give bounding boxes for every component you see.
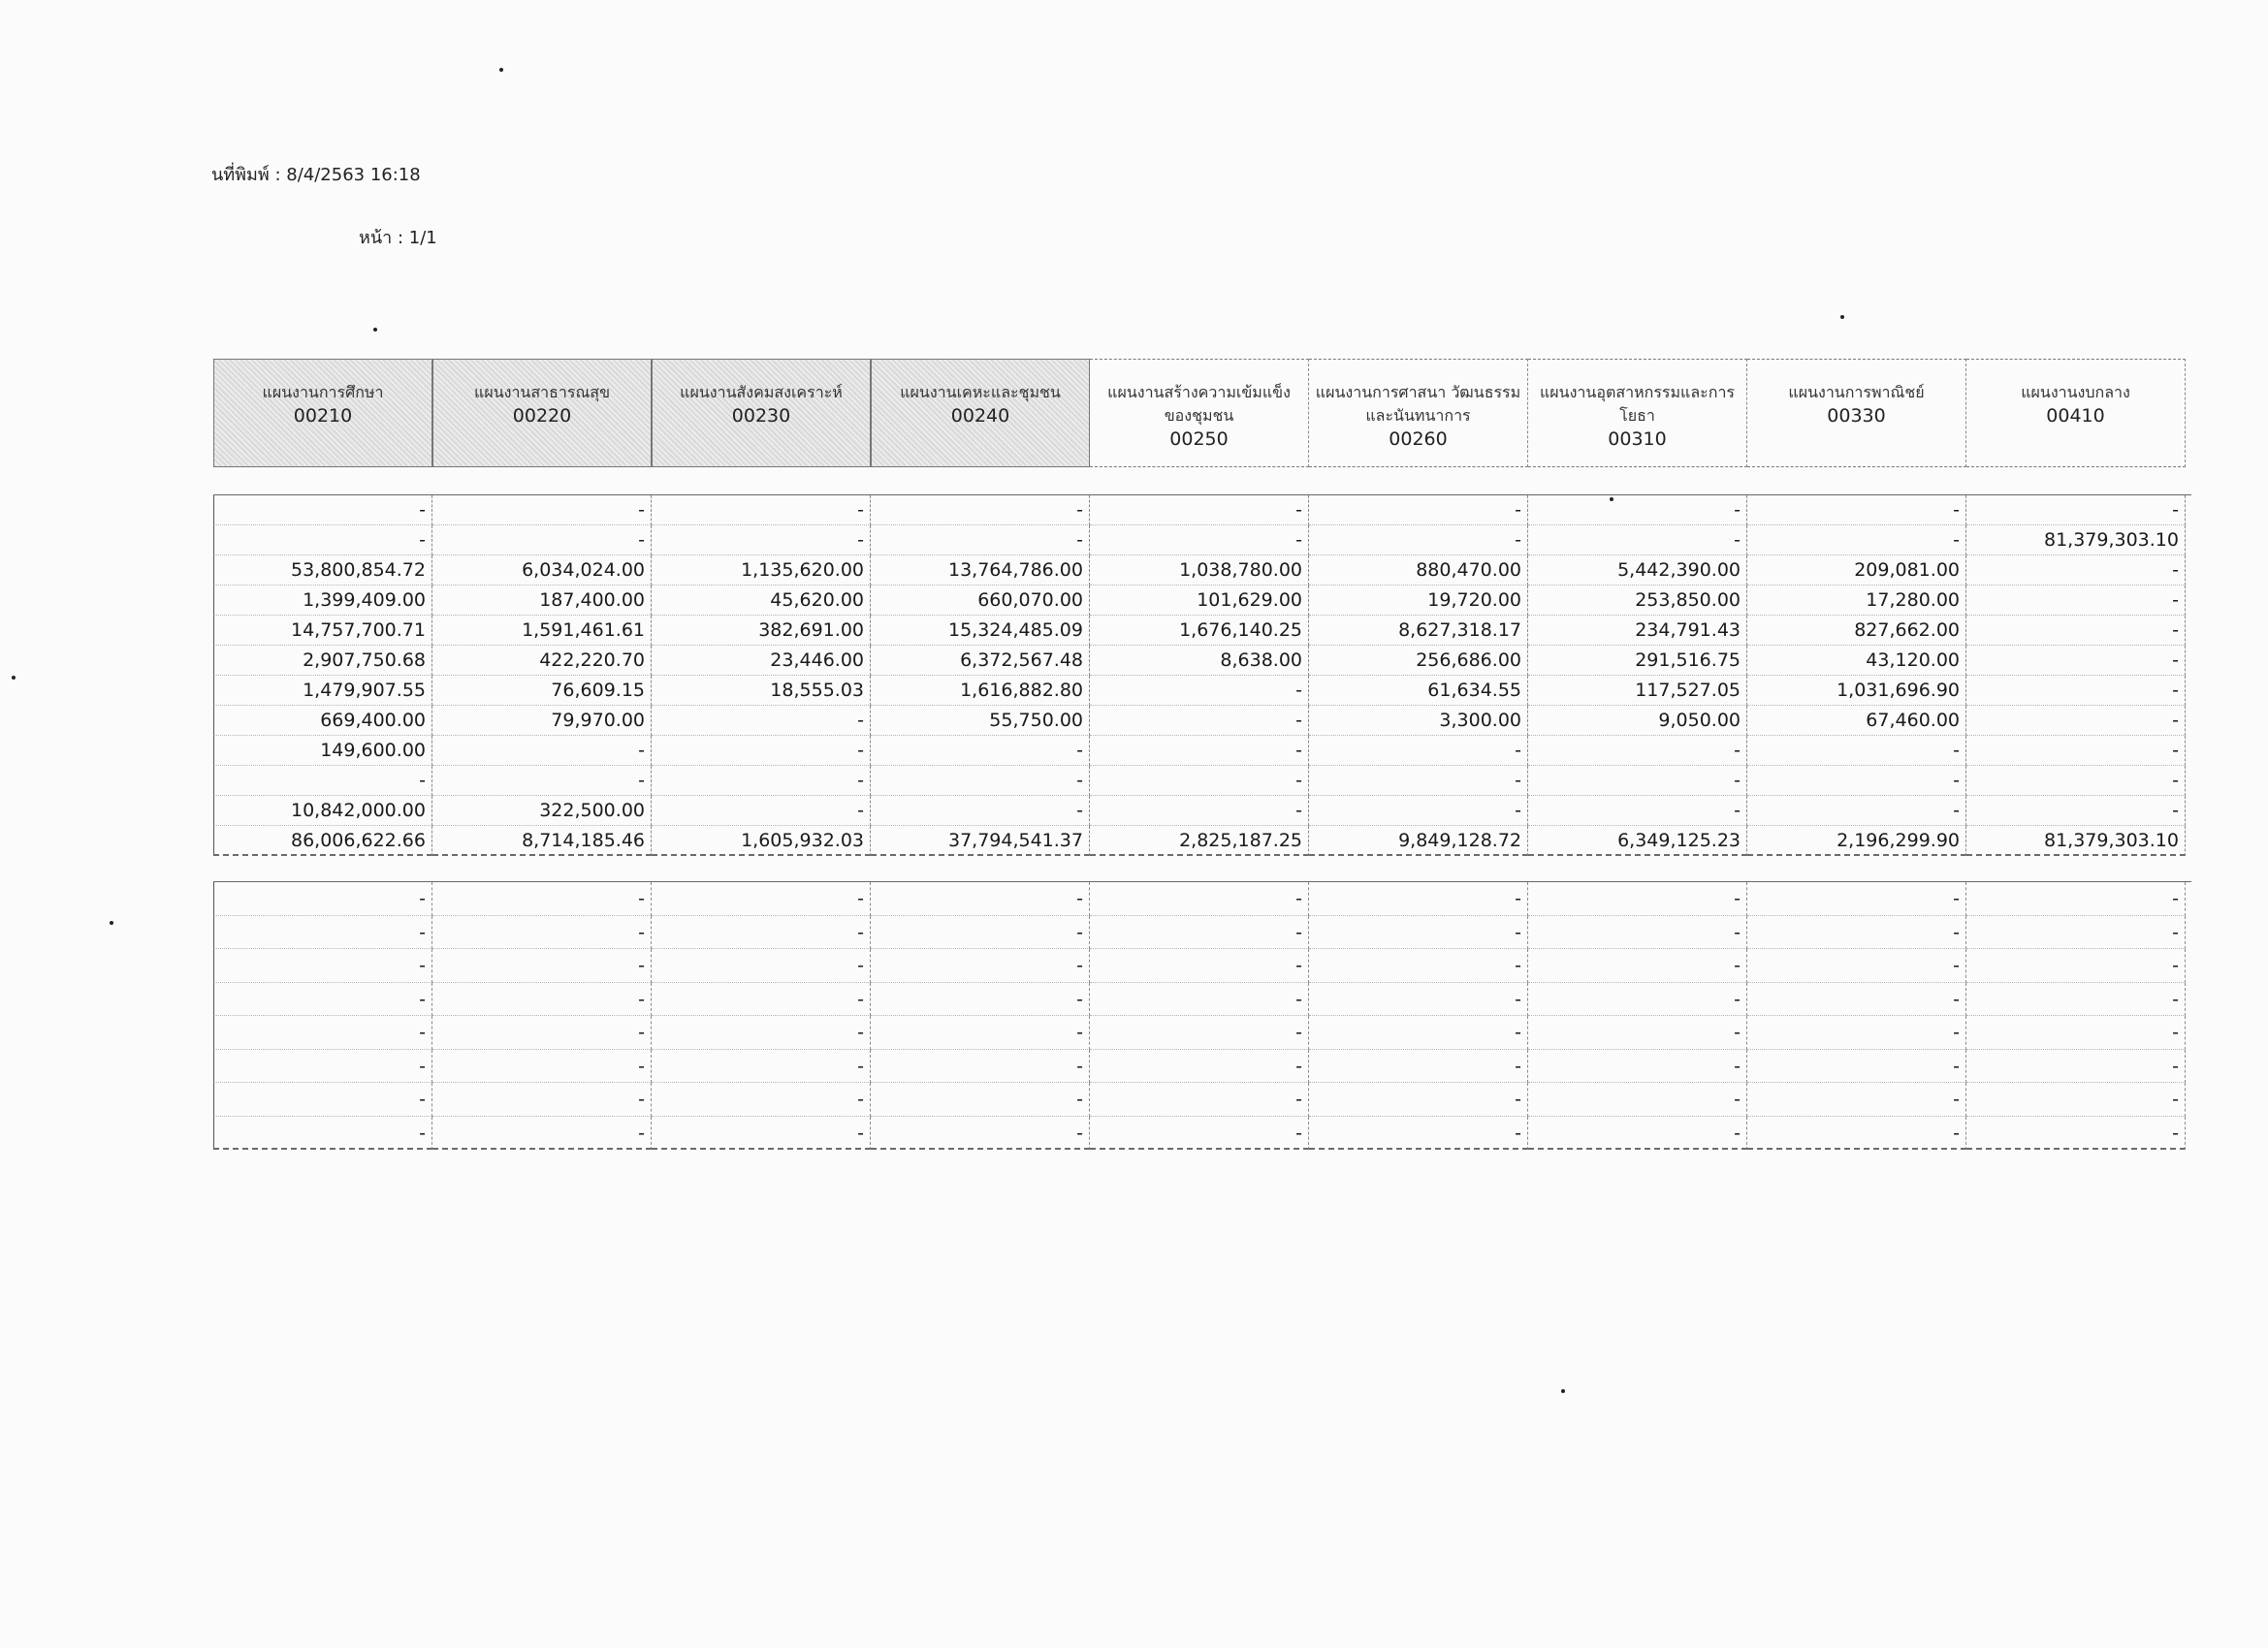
column-name: แผนงานอุตสาหกรรมและการโยธา — [1539, 383, 1736, 425]
table-cell: - — [652, 1117, 871, 1151]
table-cell: 1,031,696.90 — [1747, 676, 1966, 706]
table-cell: 55,750.00 — [871, 706, 1090, 736]
table-cell: - — [432, 949, 652, 983]
table-cell: 1,479,907.55 — [213, 676, 432, 706]
table-cell: 45,620.00 — [652, 586, 871, 616]
table-cell: - — [1966, 1050, 2186, 1084]
table-cell: 76,609.15 — [432, 676, 652, 706]
column-code: 00210 — [293, 405, 353, 427]
table-cell: - — [1309, 525, 1528, 555]
total-cell: 37,794,541.37 — [871, 826, 1090, 856]
column-name: แผนงานการพาณิชย์ — [1788, 383, 1925, 401]
table-row — [213, 949, 2191, 983]
table-cell: 1,676,140.25 — [1090, 616, 1309, 646]
column-name: แผนงานการศาสนา วัฒนธรรมและนันทนาการ — [1315, 383, 1521, 425]
column-code: 00250 — [1169, 428, 1229, 450]
column-name: แผนงานสาธารณสุข — [474, 383, 610, 401]
table-cell: - — [1966, 706, 2186, 736]
table-cell: - — [1309, 1083, 1528, 1117]
table-cell: 10,842,000.00 — [213, 796, 432, 826]
table-cell: 1,591,461.61 — [432, 616, 652, 646]
table-cell: 43,120.00 — [1747, 646, 1966, 676]
total-cell: 2,196,299.90 — [1747, 826, 1966, 856]
table-cell: - — [213, 525, 432, 555]
scan-speck — [499, 68, 503, 72]
expense-block — [213, 494, 2191, 856]
budget-table — [213, 359, 2191, 1150]
table-cell: - — [1309, 882, 1528, 916]
table-cell: - — [432, 736, 652, 766]
table-cell: - — [1966, 766, 2186, 796]
table-cell: - — [871, 1117, 1090, 1151]
table-cell: - — [432, 1016, 652, 1050]
table-cell: 101,629.00 — [1090, 586, 1309, 616]
column-header — [213, 359, 432, 467]
table-cell: - — [1747, 1016, 1966, 1050]
column-code: 00260 — [1389, 428, 1448, 450]
table-row — [213, 555, 2191, 586]
table-cell: - — [213, 983, 432, 1017]
table-cell: 382,691.00 — [652, 616, 871, 646]
table-cell: 81,379,303.10 — [1966, 525, 2186, 555]
table-cell: 8,627,318.17 — [1309, 616, 1528, 646]
column-code: 00240 — [950, 405, 1010, 427]
table-cell: - — [1966, 882, 2186, 916]
table-cell: - — [432, 766, 652, 796]
column-name: แผนงานสังคมสงเคราะห์ — [680, 383, 843, 401]
table-cell: - — [652, 796, 871, 826]
table-cell: 149,600.00 — [213, 736, 432, 766]
table-cell: - — [1528, 916, 1747, 950]
table-cell: - — [1966, 949, 2186, 983]
table-cell: 17,280.00 — [1747, 586, 1966, 616]
table-cell: - — [652, 706, 871, 736]
table-cell: 253,850.00 — [1528, 586, 1747, 616]
total-cell: 1,605,932.03 — [652, 826, 871, 856]
total-cell: 86,006,622.66 — [213, 826, 432, 856]
table-cell: 117,527.05 — [1528, 676, 1747, 706]
table-cell: - — [871, 916, 1090, 950]
table-cell: - — [1966, 1117, 2186, 1151]
total-cell: 8,714,185.46 — [432, 826, 652, 856]
table-cell: 79,970.00 — [432, 706, 652, 736]
table-cell: - — [432, 916, 652, 950]
table-cell: - — [1090, 495, 1309, 525]
column-header — [1966, 359, 2186, 467]
total-cell: 81,379,303.10 — [1966, 826, 2186, 856]
table-cell: - — [652, 949, 871, 983]
table-cell: 53,800,854.72 — [213, 555, 432, 586]
table-row — [213, 766, 2191, 796]
table-row — [213, 616, 2191, 646]
table-cell: - — [213, 1016, 432, 1050]
table-cell: - — [1090, 1083, 1309, 1117]
table-row — [213, 983, 2191, 1017]
table-cell: - — [871, 796, 1090, 826]
table-cell: 67,460.00 — [1747, 706, 1966, 736]
table-cell: - — [1747, 949, 1966, 983]
table-cell: - — [652, 1083, 871, 1117]
table-cell: 322,500.00 — [432, 796, 652, 826]
table-cell: - — [1090, 766, 1309, 796]
table-cell: - — [1966, 796, 2186, 826]
secondary-block — [213, 881, 2191, 1150]
table-cell: 256,686.00 — [1309, 646, 1528, 676]
table-cell: 1,135,620.00 — [652, 555, 871, 586]
table-cell: 187,400.00 — [432, 586, 652, 616]
scan-speck — [1561, 1389, 1565, 1393]
table-cell: - — [1309, 983, 1528, 1017]
table-cell: 1,616,882.80 — [871, 676, 1090, 706]
table-cell: - — [1309, 916, 1528, 950]
table-cell: - — [213, 495, 432, 525]
table-cell: 19,720.00 — [1309, 586, 1528, 616]
table-cell: - — [1528, 1083, 1747, 1117]
table-cell: - — [1747, 495, 1966, 525]
table-row — [213, 882, 2191, 916]
column-header — [652, 359, 871, 467]
table-cell: - — [1528, 1117, 1747, 1151]
table-cell: - — [652, 525, 871, 555]
table-cell: - — [871, 1050, 1090, 1084]
table-cell: 5,442,390.00 — [1528, 555, 1747, 586]
table-cell: - — [432, 1083, 652, 1117]
column-name: แผนงานงบกลาง — [2021, 383, 2130, 401]
table-cell: 13,764,786.00 — [871, 555, 1090, 586]
table-row — [213, 1083, 2191, 1117]
table-cell: - — [213, 1083, 432, 1117]
table-cell: - — [1528, 796, 1747, 826]
table-cell: - — [1309, 1016, 1528, 1050]
table-cell: - — [1747, 766, 1966, 796]
column-name: แผนงานการศึกษา — [262, 383, 384, 401]
table-cell: - — [871, 949, 1090, 983]
table-cell: - — [1966, 1083, 2186, 1117]
table-cell: - — [652, 882, 871, 916]
table-cell: 9,050.00 — [1528, 706, 1747, 736]
table-cell: - — [652, 1050, 871, 1084]
table-cell: - — [432, 1117, 652, 1151]
table-cell: - — [1966, 495, 2186, 525]
table-cell: - — [213, 766, 432, 796]
table-cell: 6,372,567.48 — [871, 646, 1090, 676]
table-cell: - — [1309, 796, 1528, 826]
table-cell: - — [432, 1050, 652, 1084]
table-cell: - — [1747, 882, 1966, 916]
column-header — [1309, 359, 1528, 467]
table-cell: - — [1966, 983, 2186, 1017]
table-cell: - — [1528, 525, 1747, 555]
table-cell: - — [1966, 555, 2186, 586]
table-cell: - — [213, 949, 432, 983]
table-cell: - — [1528, 766, 1747, 796]
table-cell: - — [652, 983, 871, 1017]
table-cell: - — [1966, 586, 2186, 616]
table-cell: - — [432, 882, 652, 916]
table-cell: - — [1528, 882, 1747, 916]
column-header — [1528, 359, 1747, 467]
page-number: หน้า : 1/1 — [359, 228, 437, 248]
table-cell: - — [1528, 736, 1747, 766]
table-cell: - — [871, 1016, 1090, 1050]
table-cell: - — [213, 882, 432, 916]
column-header — [432, 359, 652, 467]
table-cell: - — [871, 766, 1090, 796]
table-cell: - — [871, 525, 1090, 555]
table-cell: - — [1966, 616, 2186, 646]
table-cell: - — [871, 983, 1090, 1017]
table-cell: - — [213, 1117, 432, 1151]
table-cell: - — [1309, 949, 1528, 983]
table-cell: - — [1966, 916, 2186, 950]
table-cell: - — [1309, 766, 1528, 796]
table-cell: - — [213, 1050, 432, 1084]
table-cell: - — [432, 495, 652, 525]
table-cell: - — [1528, 495, 1747, 525]
table-cell: - — [652, 1016, 871, 1050]
total-cell: 9,849,128.72 — [1309, 826, 1528, 856]
table-cell: - — [1747, 983, 1966, 1017]
table-row — [213, 495, 2191, 525]
table-row — [213, 1050, 2191, 1084]
total-cell: 6,349,125.23 — [1528, 826, 1747, 856]
table-cell: 880,470.00 — [1309, 555, 1528, 586]
table-row — [213, 916, 2191, 950]
table-cell: 660,070.00 — [871, 586, 1090, 616]
table-cell: - — [1090, 1050, 1309, 1084]
table-cell: 209,081.00 — [1747, 555, 1966, 586]
table-cell: 669,400.00 — [213, 706, 432, 736]
column-code: 00330 — [1827, 405, 1886, 427]
table-cell: 3,300.00 — [1309, 706, 1528, 736]
table-cell: - — [1309, 1050, 1528, 1084]
table-cell: - — [1528, 1050, 1747, 1084]
column-code: 00410 — [2046, 405, 2105, 427]
table-cell: - — [652, 766, 871, 796]
table-cell: 23,446.00 — [652, 646, 871, 676]
scan-speck — [110, 921, 113, 925]
table-cell: - — [1090, 676, 1309, 706]
scan-speck — [373, 328, 377, 332]
table-row — [213, 736, 2191, 766]
scan-speck — [1840, 315, 1844, 319]
table-cell: - — [1309, 736, 1528, 766]
table-cell: - — [1090, 796, 1309, 826]
table-cell: 8,638.00 — [1090, 646, 1309, 676]
table-cell: 61,634.55 — [1309, 676, 1528, 706]
table-cell: - — [652, 916, 871, 950]
column-code: 00230 — [731, 405, 791, 427]
column-code: 00220 — [512, 405, 572, 427]
table-cell: - — [1966, 646, 2186, 676]
table-cell: 291,516.75 — [1528, 646, 1747, 676]
table-cell: - — [1528, 1016, 1747, 1050]
table-row — [213, 525, 2191, 555]
table-cell: - — [1090, 1117, 1309, 1151]
table-cell: - — [1090, 525, 1309, 555]
table-cell: - — [432, 525, 652, 555]
table-cell: 2,907,750.68 — [213, 646, 432, 676]
table-cell: - — [1966, 676, 2186, 706]
table-cell: - — [1090, 1016, 1309, 1050]
column-header — [871, 359, 1090, 467]
table-cell: - — [871, 495, 1090, 525]
table-row — [213, 796, 2191, 826]
table-cell: - — [213, 916, 432, 950]
table-cell: - — [1528, 949, 1747, 983]
table-row — [213, 1117, 2191, 1151]
table-cell: - — [1747, 1117, 1966, 1151]
column-name: แผนงานเคหะและชุมชน — [900, 383, 1061, 401]
table-cell: - — [652, 495, 871, 525]
column-header — [1090, 359, 1309, 467]
table-cell: - — [1747, 525, 1966, 555]
table-cell: 6,034,024.00 — [432, 555, 652, 586]
table-cell: 827,662.00 — [1747, 616, 1966, 646]
table-row — [213, 1016, 2191, 1050]
table-cell: - — [1309, 495, 1528, 525]
table-row — [213, 676, 2191, 706]
table-cell: - — [871, 1083, 1090, 1117]
scan-speck — [12, 676, 16, 680]
table-cell: - — [1090, 916, 1309, 950]
table-cell: - — [1966, 1016, 2186, 1050]
table-row — [213, 646, 2191, 676]
table-cell: - — [1090, 736, 1309, 766]
table-cell: - — [1747, 736, 1966, 766]
table-cell: 1,399,409.00 — [213, 586, 432, 616]
table-cell: - — [871, 882, 1090, 916]
table-cell: - — [1966, 736, 2186, 766]
totals-row — [213, 826, 2191, 856]
table-cell: - — [1309, 1117, 1528, 1151]
table-cell: 14,757,700.71 — [213, 616, 432, 646]
table-cell: - — [1747, 1083, 1966, 1117]
header-row — [213, 359, 2191, 467]
table-cell: 422,220.70 — [432, 646, 652, 676]
table-row — [213, 706, 2191, 736]
table-cell: - — [1090, 949, 1309, 983]
table-cell: - — [1747, 1050, 1966, 1084]
table-cell: - — [1090, 882, 1309, 916]
table-cell: - — [1090, 706, 1309, 736]
table-cell: - — [432, 983, 652, 1017]
print-date: นที่พิมพ์ : 8/4/2563 16:18 — [211, 165, 421, 185]
table-cell: 234,791.43 — [1528, 616, 1747, 646]
table-cell: - — [1747, 796, 1966, 826]
scan-speck — [1610, 497, 1613, 501]
table-row — [213, 586, 2191, 616]
table-cell: - — [1090, 983, 1309, 1017]
table-cell: - — [1747, 916, 1966, 950]
column-name: แผนงานสร้างความเข้มแข็งของชุมชน — [1107, 383, 1291, 425]
table-cell: - — [871, 736, 1090, 766]
total-cell: 2,825,187.25 — [1090, 826, 1309, 856]
column-header — [1747, 359, 1966, 467]
table-cell: - — [1528, 983, 1747, 1017]
table-cell: 18,555.03 — [652, 676, 871, 706]
table-cell: 15,324,485.09 — [871, 616, 1090, 646]
table-cell: 1,038,780.00 — [1090, 555, 1309, 586]
table-cell: - — [652, 736, 871, 766]
column-code: 00310 — [1608, 428, 1667, 450]
